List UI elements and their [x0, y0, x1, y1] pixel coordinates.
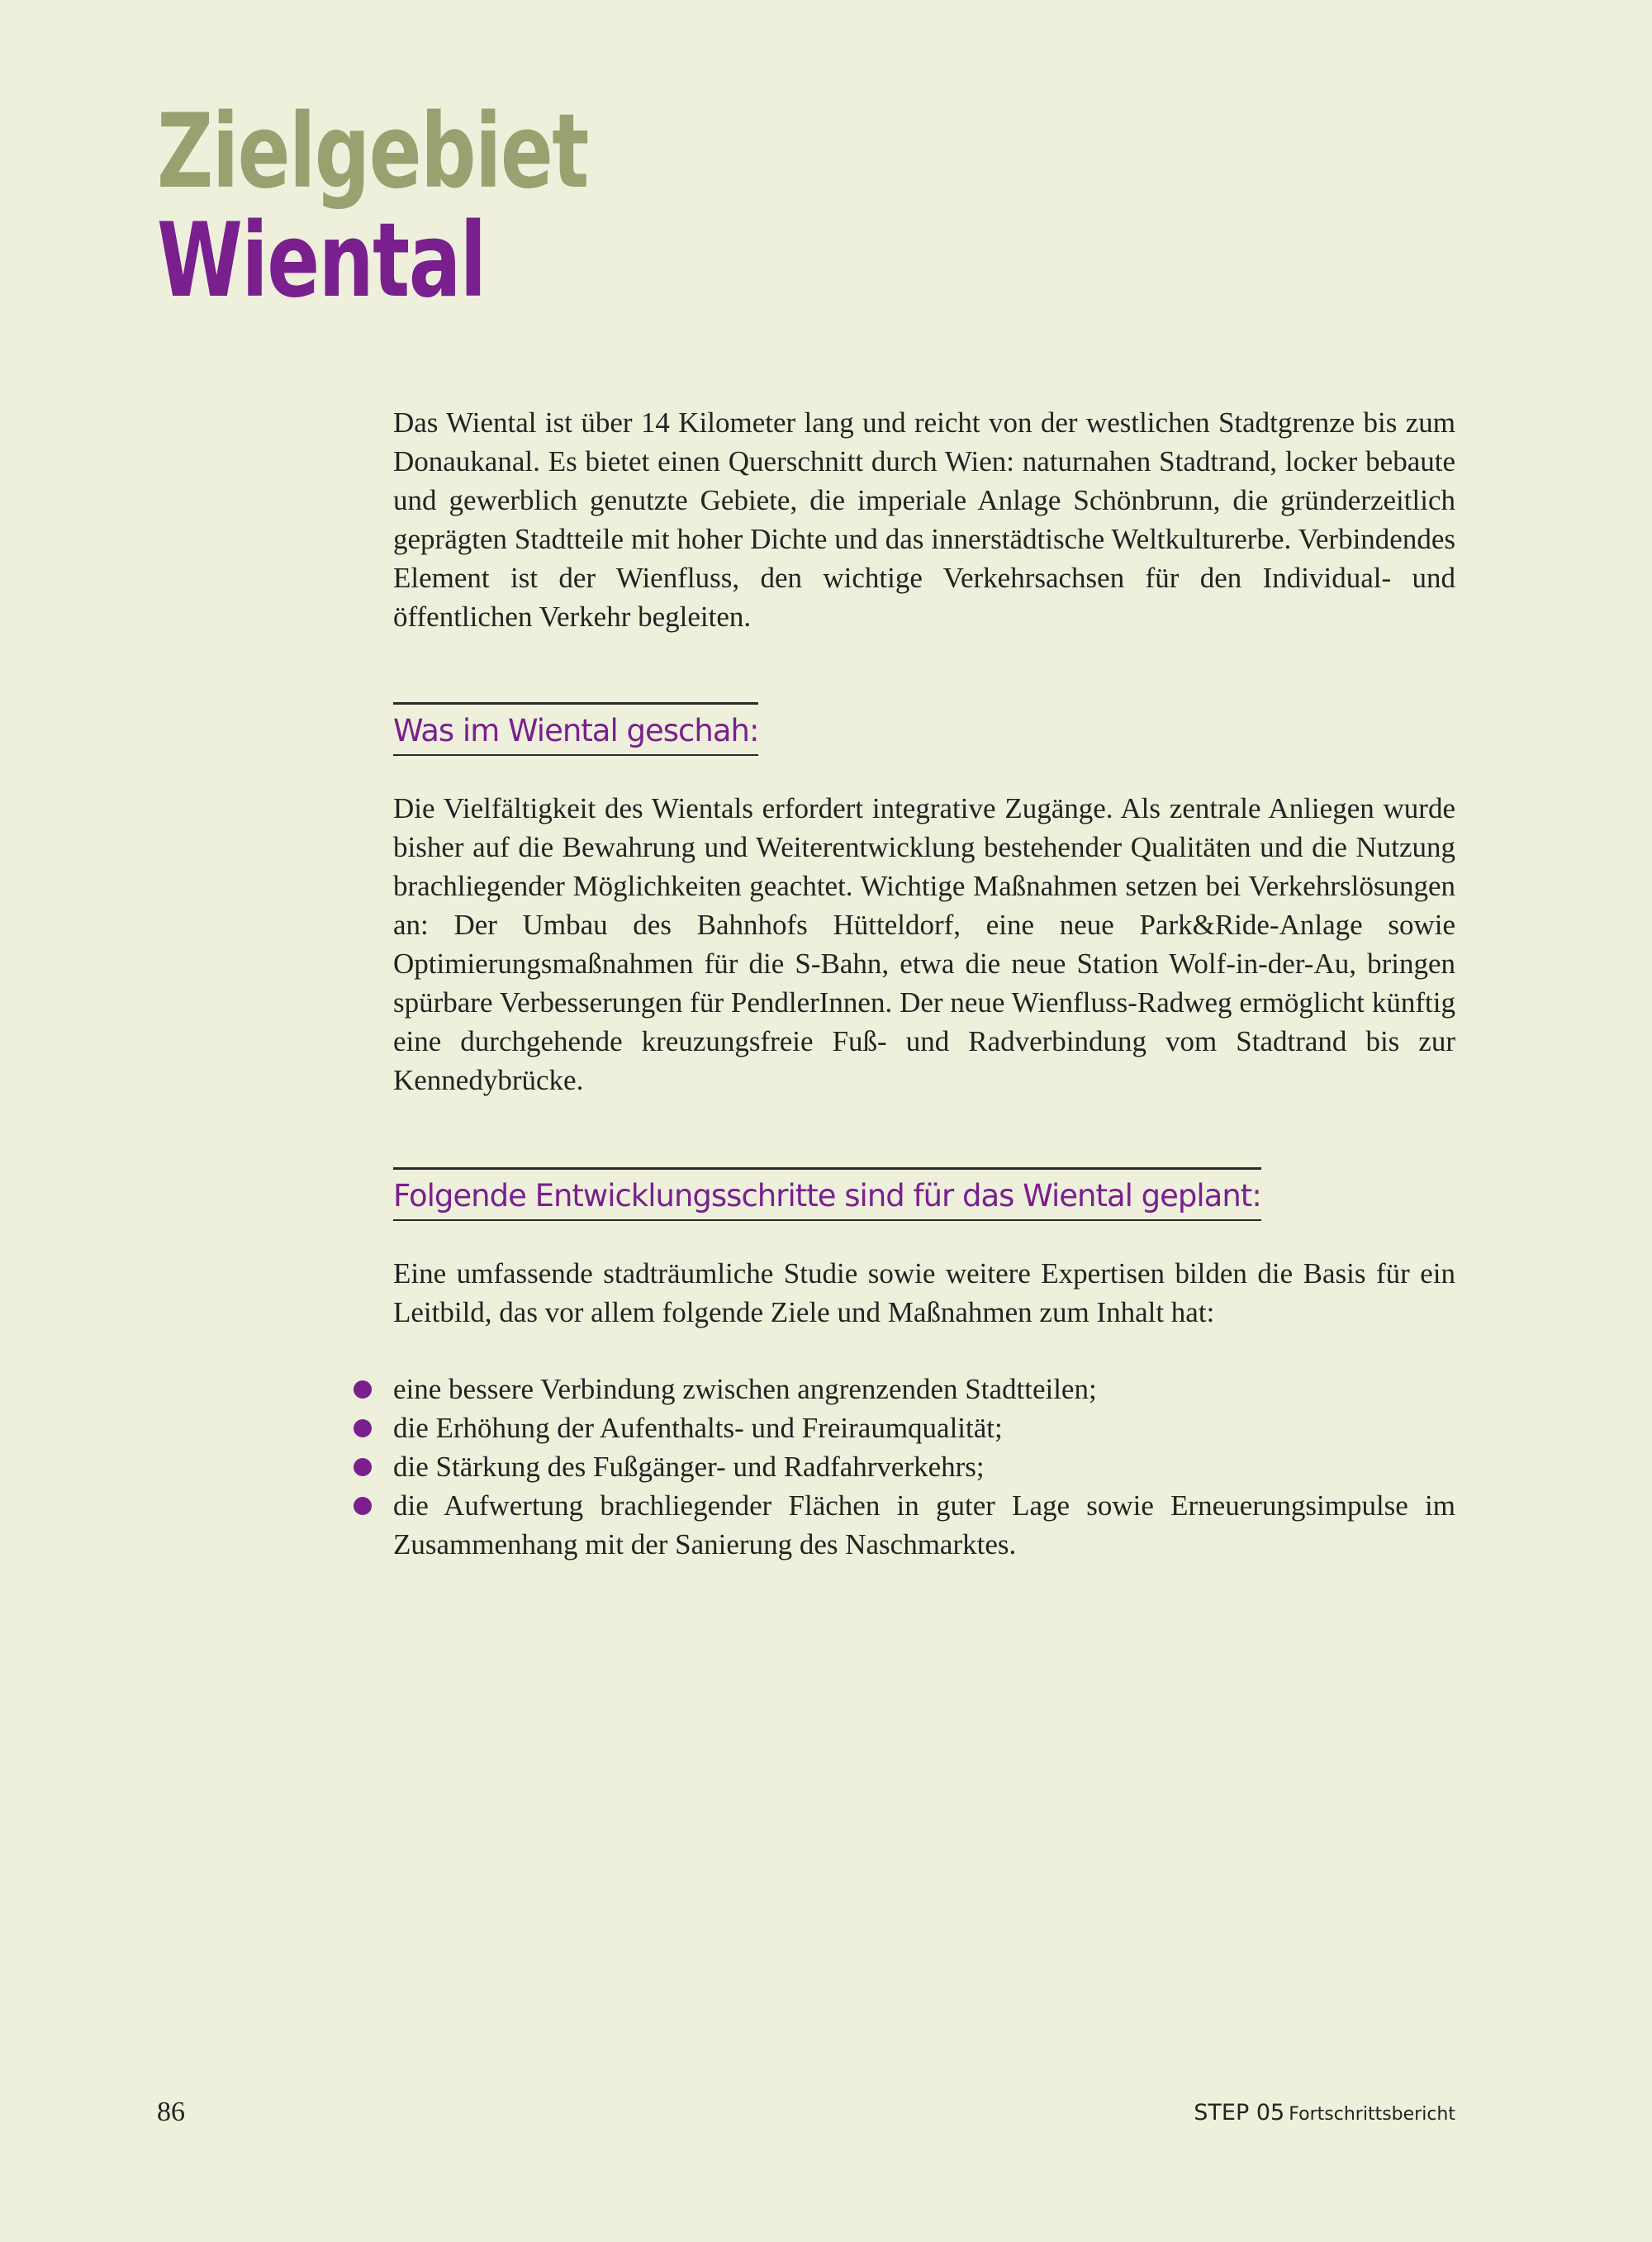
list-item-text: die Stärkung des Fußgänger- und Radfahrverkehrs; [393, 1451, 985, 1483]
page-number: 86 [157, 2097, 185, 2127]
section-heading-entwicklungsschritte: Folgende Entwicklungsschritte sind für das Wiental geplant: [393, 1167, 1261, 1221]
list-item [393, 1486, 1455, 1564]
footer-running-title [1194, 2100, 1455, 2126]
section1-paragraph: Die Vielfältigkeit des Wientals erfordert integrative Zugänge. Als zentrale Anliegen wurde bisher auf die Bewahrung und Weiterentwicklung bestehender Qualitäten und die Nutzung brachliegender Möglichkeiten geachtet. Wichtige Maßnahmen setzen bei Verkehrslösungen an: Der Umbau des Bahnhofs Hütteldorf, eine neue Park&Ride-Anlage sowie Optimierungsmaßnahmen für die S-Bahn, etwa die neue Station Wolf-in-der-Au, bringen spürbare Verbesserungen für PendlerInnen. Der neue Wienfluss-Radweg ermöglicht künftig eine durchgehende kreuzungsfreie Fuß- und Radverbindung vom Stadtrand bis zur Kennedybrücke. [393, 792, 1455, 1096]
list-item [393, 1447, 1455, 1486]
main-content [393, 403, 1455, 1564]
bullet-dot-icon [354, 1497, 372, 1515]
list-item [393, 1408, 1455, 1447]
title-line-wiental: Wiental [157, 202, 486, 321]
goals-list [393, 1370, 1455, 1564]
bullet-dot-icon [354, 1458, 372, 1476]
bullet-dot-icon [354, 1380, 372, 1399]
footer-subtitle: Fortschrittsbericht [1289, 2104, 1455, 2125]
bullet-dot-icon [354, 1419, 372, 1437]
section2-paragraph: Eine umfassende stadträumliche Studie sowie weitere Expertisen bilden die Basis für ein Leitbild, das vor allem folgende Ziele und Maßnahmen zum Inhalt hat: [393, 1257, 1455, 1328]
list-item-text: die Aufwertung brachliegender Flächen in guter Lage sowie Erneuerungsimpulse im Zusammenhang mit der Sanierung des Naschmarktes. [393, 1489, 1455, 1560]
list-item-text: eine bessere Verbindung zwischen angrenzenden Stadtteilen; [393, 1373, 1097, 1405]
page-title [157, 93, 588, 321]
list-item [393, 1370, 1455, 1408]
section-heading-was-geschah: Was im Wiental geschah: [393, 702, 758, 756]
footer-step: STEP 05 [1194, 2100, 1285, 2126]
list-item-text: die Erhöhung der Aufenthalts- und Freiraumqualität; [393, 1412, 1003, 1444]
intro-paragraph: Das Wiental ist über 14 Kilometer lang und reicht von der westlichen Stadtgrenze bis zum Donaukanal. Es bietet einen Querschnitt durch Wien: naturnahen Stadtrand, locker bebaute und gewerblich genutzte Gebiete, die imperiale Anlage Schönbrunn, die gründerzeitlich geprägten Stadtteile mit hoher Dichte und das innerstädtische Weltkulturerbe. Verbindendes Element ist der Wienfluss, den wichtige Verkehrsachsen für den Individual- und öffentlichen Verkehr begleiten. [393, 406, 1455, 633]
title-line-zielgebiet: Zielgebiet [157, 93, 588, 211]
